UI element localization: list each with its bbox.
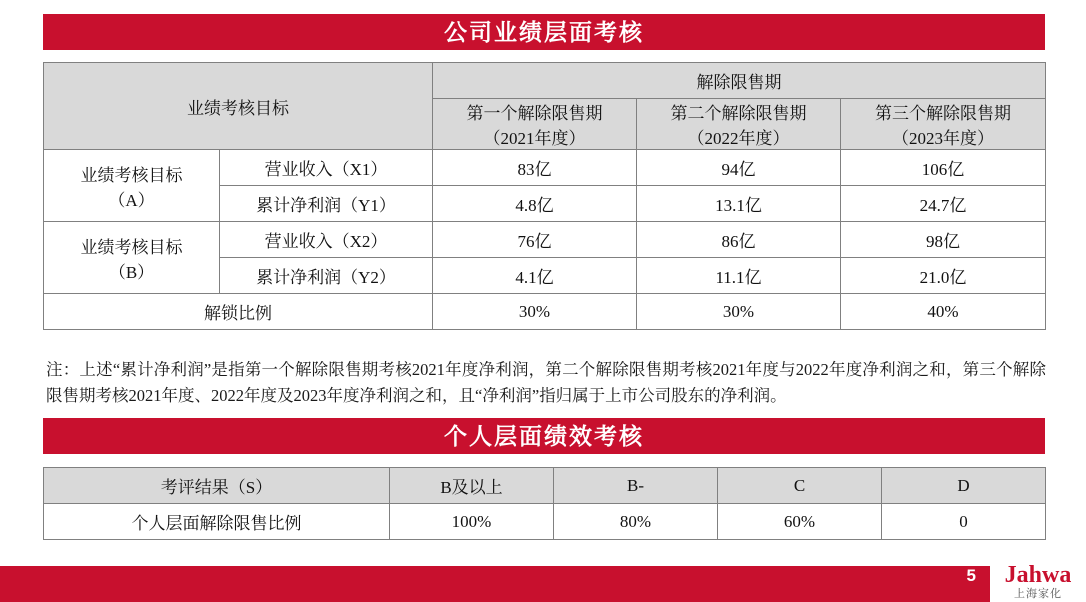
header-grade-d: D bbox=[882, 468, 1046, 504]
metric-name: 累计净利润（Y1） bbox=[220, 186, 433, 222]
header-result: 考评结果（S） bbox=[44, 468, 390, 504]
metric-value: 11.1亿 bbox=[637, 258, 841, 294]
group-label-a-line2: （A） bbox=[108, 190, 155, 210]
table-header-row bbox=[44, 468, 1046, 504]
header-period-2-line1: 第二个解除限售期 bbox=[670, 104, 807, 123]
header-period-2 bbox=[637, 99, 841, 150]
metric-name: 营业收入（X2） bbox=[220, 222, 433, 258]
group-label-b-line2: （B） bbox=[108, 262, 155, 282]
metric-value: 24.7亿 bbox=[841, 186, 1046, 222]
metric-name: 累计净利润（Y2） bbox=[220, 258, 433, 294]
table-header-row-1 bbox=[44, 63, 1046, 99]
unlock-ratio-row bbox=[44, 294, 1046, 330]
group-label-a-line1: 业绩考核目标 bbox=[80, 165, 183, 185]
cell-value: 0 bbox=[882, 504, 1046, 540]
unlock-ratio-label: 解锁比例 bbox=[44, 294, 433, 330]
unlock-ratio-value: 30% bbox=[433, 294, 637, 330]
metric-value: 13.1亿 bbox=[637, 186, 841, 222]
cell-value: 100% bbox=[390, 504, 554, 540]
footer-bar bbox=[0, 566, 1086, 602]
cell-value: 80% bbox=[554, 504, 718, 540]
section-banner-personal: 个人层面绩效考核 bbox=[43, 418, 1045, 454]
table-row bbox=[44, 150, 1046, 186]
cell-value: 60% bbox=[718, 504, 882, 540]
unlock-ratio-value: 30% bbox=[637, 294, 841, 330]
metric-value: 106亿 bbox=[841, 150, 1046, 186]
metric-name: 营业收入（X1） bbox=[220, 150, 433, 186]
header-grade-c: C bbox=[718, 468, 882, 504]
table-row bbox=[44, 222, 1046, 258]
metric-value: 98亿 bbox=[841, 222, 1046, 258]
row-label-unlock-ratio: 个人层面解除限售比例 bbox=[44, 504, 390, 540]
company-logo bbox=[992, 562, 1084, 601]
metric-value: 94亿 bbox=[637, 150, 841, 186]
group-label-b bbox=[44, 222, 220, 294]
header-period-1-line1: 第一个解除限售期 bbox=[466, 104, 603, 123]
metric-value: 21.0亿 bbox=[841, 258, 1046, 294]
header-period-1 bbox=[433, 99, 637, 150]
metric-value: 83亿 bbox=[433, 150, 637, 186]
metric-value: 4.1亿 bbox=[433, 258, 637, 294]
metric-value: 4.8亿 bbox=[433, 186, 637, 222]
personal-assessment-table bbox=[43, 467, 1046, 540]
logo-subtext: 上海家化 bbox=[1014, 588, 1062, 600]
header-period-group: 解除限售期 bbox=[433, 63, 1046, 99]
header-period-2-line2: （2022年度） bbox=[687, 129, 790, 148]
group-label-a bbox=[44, 150, 220, 222]
page-number: 5 bbox=[966, 566, 976, 585]
metric-value: 76亿 bbox=[433, 222, 637, 258]
section-banner-company: 公司业绩层面考核 bbox=[43, 14, 1045, 50]
header-goal: 业绩考核目标 bbox=[44, 63, 433, 150]
unlock-ratio-value: 40% bbox=[841, 294, 1046, 330]
header-grade-b-plus: B及以上 bbox=[390, 468, 554, 504]
table-row bbox=[44, 504, 1046, 540]
header-period-1-line2: （2021年度） bbox=[483, 129, 586, 148]
header-period-3-line2: （2023年度） bbox=[892, 129, 995, 148]
header-period-3 bbox=[841, 99, 1046, 150]
group-label-b-line1: 业绩考核目标 bbox=[80, 237, 183, 257]
performance-assessment-table bbox=[43, 62, 1046, 330]
header-period-3-line1: 第三个解除限售期 bbox=[875, 104, 1012, 123]
header-grade-b-minus: B- bbox=[554, 468, 718, 504]
metric-value: 86亿 bbox=[637, 222, 841, 258]
logo-wordmark: Jahwa bbox=[1004, 562, 1072, 588]
table-note: 注：上述“累计净利润”是指第一个解除限售期考核2021年度净利润，第二个解除限售期考核2021年度与2022年度净利润之和，第三个解除限售期考核2021年度、2022年度及2023年度净利润之和，且“净利润”指归属于上市公司股东的净利润。 bbox=[46, 360, 1046, 405]
